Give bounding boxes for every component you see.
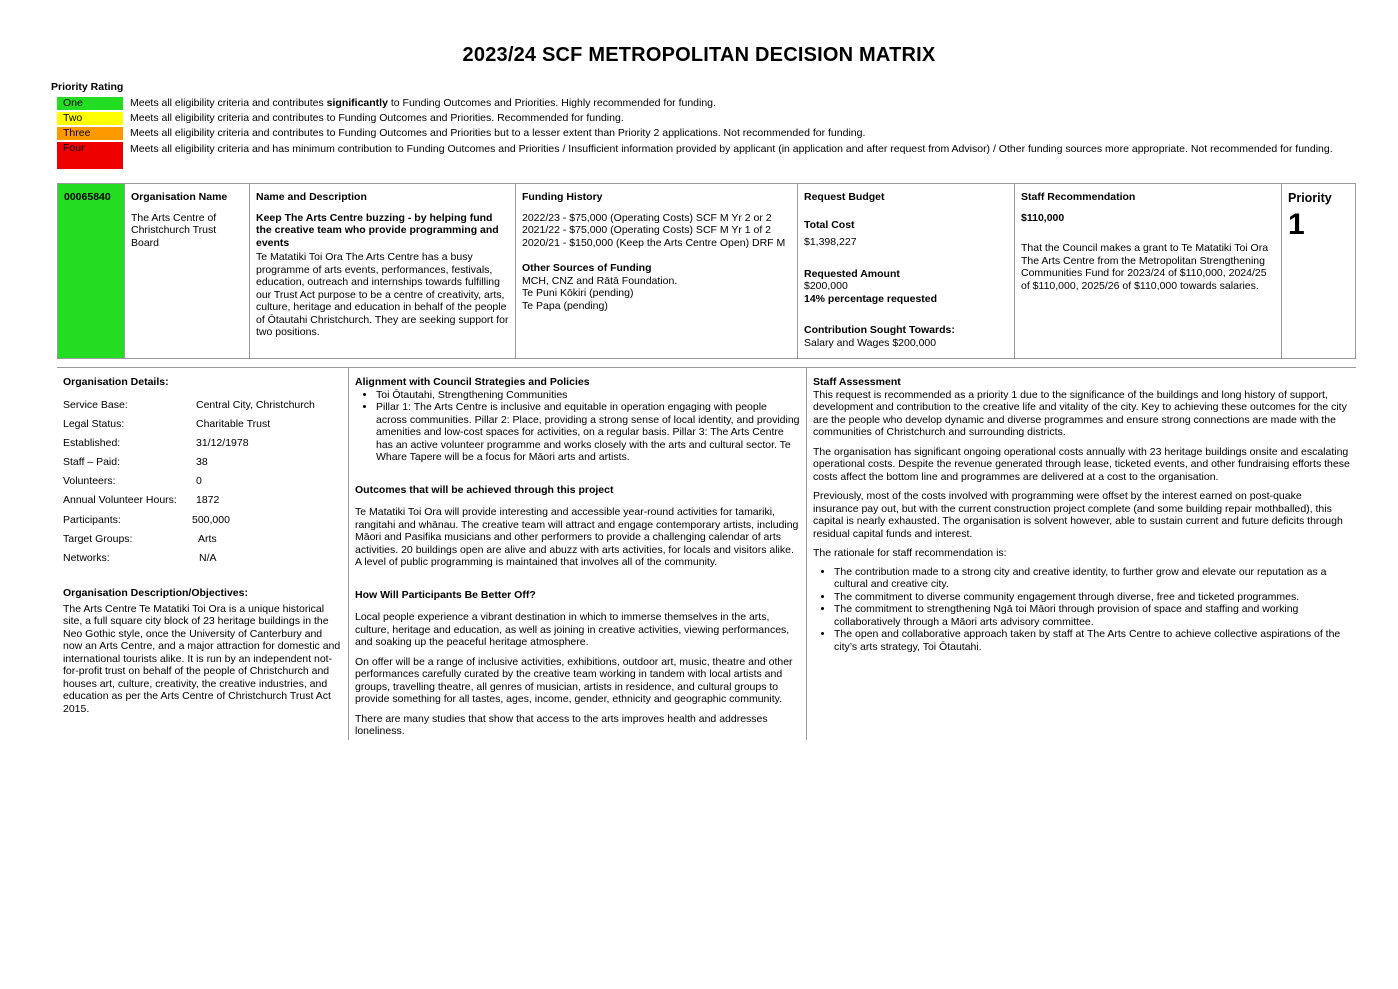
total-cost-value: $1,398,227: [804, 236, 857, 248]
list-item: • Pillar 1: The Arts Centre is inclusive and equitable in operation engaging with people across communities. Pillar 2: Place, providing a strong sense of local identity, and providing amenities and low-cost spaces for activities, on a regular basis. Pillar 3: The Arts Centre has an active volunteer programme and works closely with the arts and cultural sector. Te Whare Tapere will be a focus for Māori arts and artists.: [376, 401, 800, 464]
detail-row: Established: 31/12/1978: [63, 436, 249, 449]
better-off-paragraph: Local people experience a vibrant destination in which to immerse themselves in the arts, culture, heritage and education, as well as joining in creative activities, viewing performances, and soaking up the peaceful heritage atmosphere.: [355, 611, 790, 648]
priority-desc-two: Meets all eligibility criteria and contributes to Funding Outcomes and Priorities. Recommended for funding.: [130, 112, 624, 124]
assessment-paragraph: The organisation has significant ongoing operational costs annually with 23 heritage buildings onsite and escalating operational costs. Despite the revenue generated through lease, ticketed events, and other fundraising efforts these costs affect the bottom line and programmes are delivered at a cost to the organisation.: [813, 445, 1350, 483]
org-name-cell: [125, 184, 250, 358]
project-description: Te Matatiki Toi Ora The Arts Centre has a busy programme of arts events, performances, festivals, education, outreach and internships towards fulfilling our Trust Act purpose to be a centre of creativity, arts, culture, heritage and education in behalf of the people of Ōtautahi Christchurch. They are seeking support for two positions.: [256, 251, 509, 338]
request-budget-header: Request Budget: [804, 191, 885, 203]
name-desc-header: Name and Description: [256, 191, 367, 203]
application-summary-table: [57, 183, 1356, 359]
details-section: [57, 367, 1356, 740]
total-cost-label: Total Cost: [804, 218, 855, 231]
outcomes-header: Outcomes that will be achieved through this project: [355, 483, 614, 496]
alignment-header: Alignment with Council Strategies and Policies: [355, 376, 590, 388]
assessment-paragraph: This request is recommended as a priority 1 due to the significance of the buildings and long history of support, development and contribution to the creative life and vitality of the city. Key to achieving these outcomes for the city are the people who develop dynamic and diverse programmes and ensure strong connections are made with the communities of Christchurch and surrounding districts.: [813, 388, 1347, 438]
priority-legend-row-one: [57, 97, 1347, 110]
list-item: • Toi Ōtautahi, Strengthening Communities: [376, 389, 800, 402]
priority-legend-row-two: [57, 112, 1347, 125]
staff-assessment-column: [806, 368, 1356, 740]
funding-history-cell: [516, 184, 798, 358]
list-item: • The open and collaborative approach taken by staff at The Arts Centre to achieve collective aspirations of the city’s arts strategy, Toi Ōtautahi.: [834, 628, 1350, 653]
detail-row: Annual Volunteer Hours: 1872: [63, 494, 220, 507]
application-id: 00065840: [64, 191, 111, 203]
better-off-paragraph: On offer will be a range of inclusive activities, exhibitions, outdoor art, music, theatre and other performances carefully curated by the creative team working in tandem with local artists and groups, travelling theatre, all genres of musician, artists in residence, and cultural groups to provide something for all tastes, ages, income, gender, ethnicity and geographic community.: [355, 655, 793, 705]
requested-amount-value: $200,000: [804, 280, 848, 292]
application-id-cell: [58, 184, 125, 358]
org-name: The Arts Centre of Christchurch Trust Board: [131, 211, 217, 249]
alignment-list: [355, 389, 800, 464]
rationale-list: [813, 566, 1350, 654]
detail-row: Service Base: Central City, Christchurch: [63, 398, 315, 411]
contribution-label: Contribution Sought Towards:: [804, 324, 955, 336]
outcomes-text: Te Matatiki Toi Ora will provide interesting and accessible year-round activities for tamariki, rangitahi and whānau. The creative team will attract and engage contemporary artists, including Māori and Pasifika musicians and other performers to provide a challenging calendar of arts activities. 20 buildings open are alive and abuzz with arts activities, for locals and visitors alike. A level of public programming is maintained that involves all of the community.: [355, 506, 799, 568]
detail-row: Target Groups: Arts: [63, 532, 217, 545]
priority-swatch-two: Two: [57, 112, 123, 125]
staff-rec-text: That the Council makes a grant to Te Matatiki Toi Ora The Arts Centre from the Metropolitan Strengthening Communities Fund for 2023/24 of $110,000, 2024/25 of $110,000, 2025/26 of $110,000 towards salaries.: [1021, 242, 1269, 292]
detail-row: Staff – Paid: 38: [63, 456, 208, 469]
other-source-item: Te Papa (pending): [522, 299, 608, 312]
contribution-value: Salary and Wages $200,000: [804, 336, 937, 349]
org-details-column: [57, 368, 348, 740]
funding-history-header: Funding History: [522, 191, 603, 203]
staff-assessment-header: Staff Assessment: [813, 376, 901, 388]
funding-history-item: 2020/21 - $150,000 (Keep the Arts Centre Open) DRF M: [522, 236, 786, 249]
percentage-requested: 14% percentage requested: [804, 292, 938, 305]
list-item: • The commitment to strengthening Ngā toi Māori through provision of space and staffing and working collaboratively through a Māori arts advisory committee.: [834, 603, 1350, 628]
priority-desc-one: Meets all eligibility criteria and contributes significantly to Funding Outcomes and Priorities. Highly recommended for funding.: [130, 97, 716, 109]
priority-legend-row-three: [57, 127, 1347, 140]
requested-amount-label: Requested Amount: [804, 267, 900, 280]
priority-swatch-four: Four: [57, 142, 123, 169]
better-off-paragraph: There are many studies that show that access to the arts improves health and addresses loneliness.: [355, 712, 768, 737]
org-details-header: Organisation Details:: [63, 376, 169, 388]
detail-row: Legal Status: Charitable Trust: [63, 417, 271, 430]
funding-history-item: 2022/23 - $75,000 (Operating Costs) SCF M Yr 2 or 2: [522, 211, 772, 224]
staff-rec-amount: $110,000: [1021, 211, 1065, 224]
staff-rec-header: Staff Recommendation: [1021, 191, 1136, 203]
priority-rating-label: Priority Rating: [51, 81, 124, 93]
detail-row: Volunteers: 0: [63, 475, 202, 488]
assessment-paragraph: The rationale for staff recommendation is:: [813, 547, 1007, 559]
other-source-item: MCH, CNZ and Rātā Foundation.: [522, 274, 678, 287]
org-description: The Arts Centre Te Matatiki Toi Ora is a unique historical site, a full square city block of 23 heritage buildings in the Neo Gothic style, once the University of Canterbury and now an Arts Centre, and a major attraction for domestic and international tourists alike. It is run by an independent not-for-profit trust on behalf of the people of Christchurch and houses art, culture, creativity, the creative industries, and education as per the Arts Centre of Christchurch Trust Act 2015.: [63, 602, 341, 715]
better-off-header: How Will Participants Be Better Off?: [355, 588, 536, 601]
org-description-header: Organisation Description/Objectives:: [63, 587, 248, 600]
org-name-header: Organisation Name: [131, 191, 228, 203]
project-title: Keep The Arts Centre buzzing - by helping fund the creative team who provide programming and events: [256, 211, 499, 249]
name-description-cell: [250, 184, 516, 358]
request-budget-cell: [798, 184, 1015, 358]
priority-cell: [1282, 184, 1355, 358]
other-source-item: Te Puni Kōkiri (pending): [522, 287, 634, 299]
alignment-column: [348, 368, 806, 740]
priority-legend-row-four: [57, 142, 1347, 169]
assessment-paragraph: Previously, most of the costs involved with programming were offset by the interest earned on post-quake insurance pay out, but with the current construction project complete (and some building repair mothballed), this capital is nearly exhausted. The organisation is solvent however, able to sustain current and future deficits through residual capital funds and interest.: [813, 490, 1343, 540]
detail-row: Networks: N/A: [63, 552, 217, 564]
priority-swatch-one: One: [57, 97, 123, 110]
priority-desc-three: Meets all eligibility criteria and contributes to Funding Outcomes and Priorities but to a lesser extent than Priority 2 applications. Not recommended for funding.: [130, 127, 866, 139]
page-title: 2023/24 SCF METROPOLITAN DECISION MATRIX: [462, 44, 936, 66]
detail-row: Participants: 500,000: [63, 513, 230, 526]
other-sources-header: Other Sources of Funding: [522, 262, 652, 274]
list-item: • The commitment to diverse community engagement through diverse, free and ticketed programmes.: [834, 591, 1350, 604]
list-item: • The contribution made to a strong city and creative identity, to further grow and elevate our reputation as a cultural and creative city.: [834, 566, 1350, 591]
priority-header: Priority: [1288, 191, 1332, 205]
priority-swatch-three: Three: [57, 127, 123, 140]
funding-history-item: 2021/22 - $75,000 (Operating Costs) SCF M Yr 1 of 2: [522, 224, 772, 236]
priority-desc-four: Meets all eligibility criteria and has minimum contribution to Funding Outcomes and Priorities / Insufficient information provided by applicant (in application and after request from Advisor) / Other funding sources more appropriate. Not recommended for funding.: [130, 143, 1333, 155]
priority-value: 1: [1288, 208, 1305, 241]
staff-recommendation-cell: [1015, 184, 1282, 358]
